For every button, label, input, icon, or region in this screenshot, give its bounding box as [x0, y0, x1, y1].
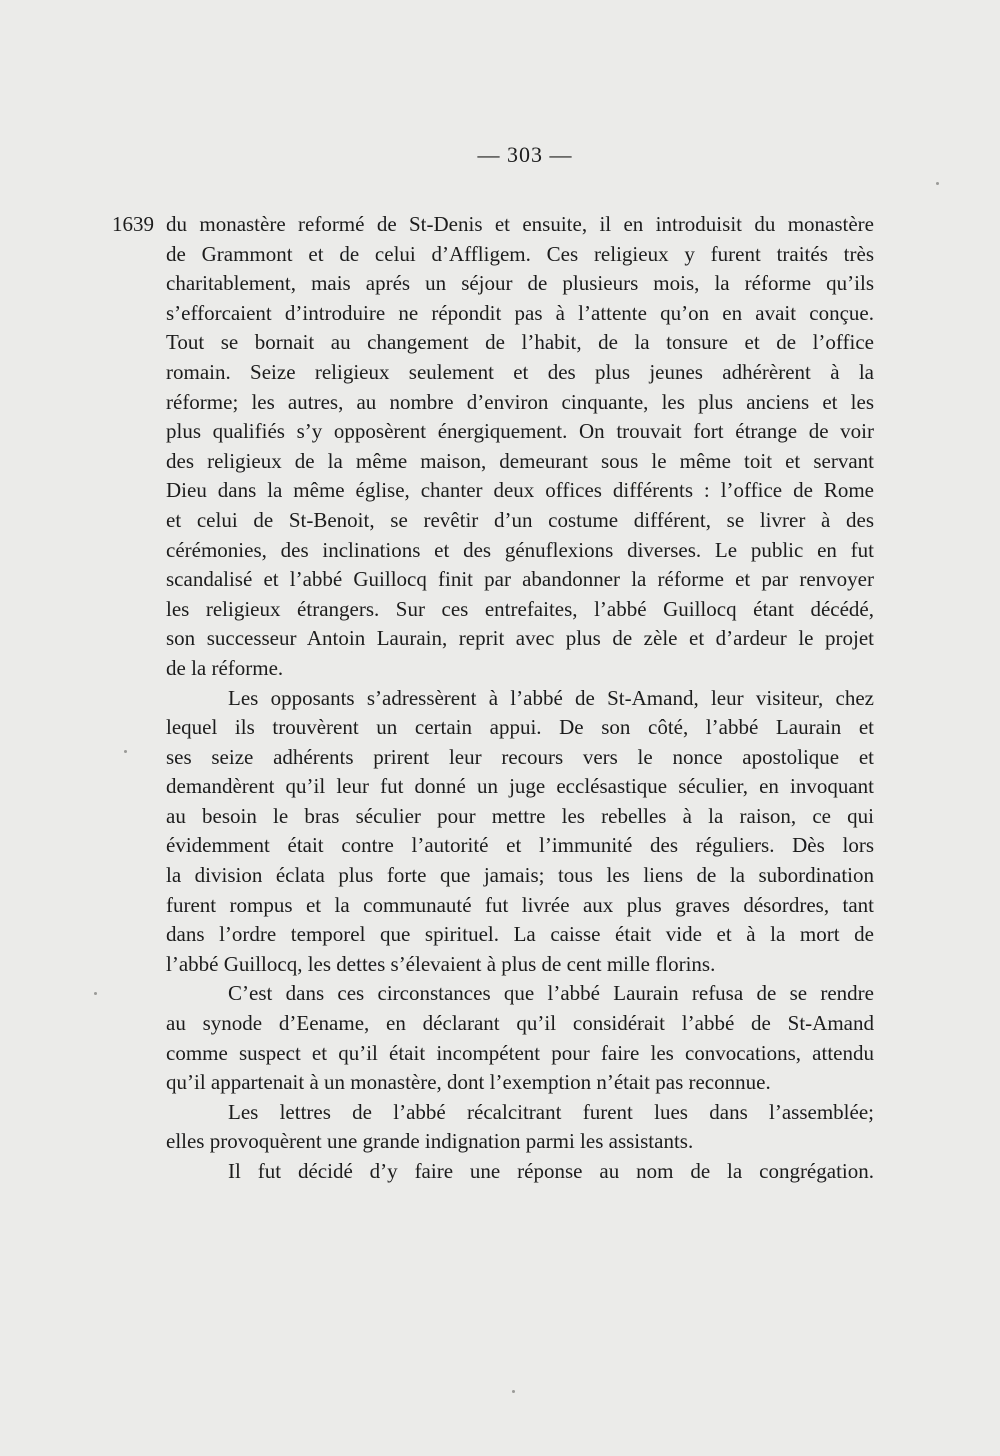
- text-line: évidemment était contre l’autorité et l’immunité des réguliers. Dès lors: [166, 833, 874, 858]
- text-line: elles provoquèrent une grande indignation parmi les assistants.: [166, 1129, 694, 1154]
- body-text: [166, 210, 874, 1187]
- page-number: — 303 —: [477, 142, 573, 167]
- text-line: au synode d’Eename, en déclarant qu’il considérait l’abbé de St-Amand: [166, 1011, 874, 1036]
- margin-year: 1639: [112, 212, 154, 236]
- text-line: Les opposants s’adressèrent à l’abbé de St-Amand, leur visiteur, chez: [228, 685, 874, 710]
- text-line: réforme; les autres, au nombre d’environ cinquante, les plus anciens et les: [166, 389, 874, 414]
- text-line: furent rompus et la communauté fut livrée aux plus graves désordres, tant: [166, 892, 874, 917]
- text-line: la division éclata plus forte que jamais; tous les liens de la subordination: [166, 863, 874, 888]
- text-line: des religieux de la même maison, demeurant sous le même toit et servant: [166, 448, 874, 473]
- text-line: Les lettres de l’abbé récalcitrant furent lues dans l’assemblée;: [228, 1099, 874, 1124]
- text-line: romain. Seize religieux seulement et des plus jeunes adhérèrent à la: [166, 359, 874, 384]
- text-line: scandalisé et l’abbé Guillocq finit par abandonner la réforme et par renvoyer: [166, 567, 874, 592]
- text-line: de la réforme.: [166, 655, 284, 680]
- text-line: qu’il appartenait à un monastère, dont l’exemption n’était pas reconnue.: [166, 1070, 771, 1095]
- text-line: comme suspect et qu’il était incompétent pour faire les convocations, attendu: [166, 1040, 874, 1065]
- text-line: cérémonies, des inclinations et des génuflexions diverses. Le public en fut: [166, 537, 874, 562]
- text-line: s’efforcaient d’introduire ne répondit pas à l’attente qu’on en avait conçue.: [166, 300, 874, 325]
- paper-speck: [512, 1390, 515, 1393]
- paper-speck: [94, 992, 97, 995]
- text-line: demandèrent qu’il leur fut donné un juge ecclésastique séculier, en invoquant: [166, 774, 874, 799]
- text-line: de Grammont et de celui d’Affligem. Ces religieux y furent traités très: [166, 241, 874, 266]
- text-line: et celui de St-Benoit, se revêtir d’un costume différent, se livrer à des: [166, 507, 874, 532]
- text-line: dans l’ordre temporel que spirituel. La caisse était vide et à la mort de: [166, 922, 874, 947]
- paper-speck: [936, 182, 939, 185]
- text-line: C’est dans ces circonstances que l’abbé Laurain refusa de se rendre: [228, 981, 874, 1006]
- text-line: Tout se bornait au changement de l’habit, de la tonsure et de l’office: [166, 330, 874, 355]
- text-line: plus qualifiés s’y opposèrent énergiquement. On trouvait fort étrange de voir: [166, 419, 874, 444]
- text-line: les religieux étrangers. Sur ces entrefaites, l’abbé Guillocq étant décédé,: [166, 596, 874, 621]
- text-line: Il fut décidé d’y faire une réponse au nom de la congrégation.: [228, 1159, 874, 1183]
- text-line: ses seize adhérents prirent leur recours vers le nonce apostolique et: [166, 744, 874, 769]
- text-line: lequel ils trouvèrent un certain appui. De son côté, l’abbé Laurain et: [166, 715, 874, 740]
- text-line: du monastère reformé de St-Denis et ensuite, il en introduisit du monastère: [166, 212, 874, 236]
- text-line: Dieu dans la même église, chanter deux offices différents : l’office de Rome: [166, 478, 874, 503]
- text-line: charitablement, mais aprés un séjour de plusieurs mois, la réforme qu’ils: [166, 271, 874, 296]
- text-line: son successeur Antoin Laurain, reprit avec plus de zèle et d’ardeur le projet: [166, 626, 874, 651]
- text-line: au besoin le bras séculier pour mettre les rebelles à la raison, ce qui: [166, 803, 874, 828]
- text-line: l’abbé Guillocq, les dettes s’élevaient à plus de cent mille florins.: [166, 951, 716, 976]
- paper-speck: [124, 750, 127, 753]
